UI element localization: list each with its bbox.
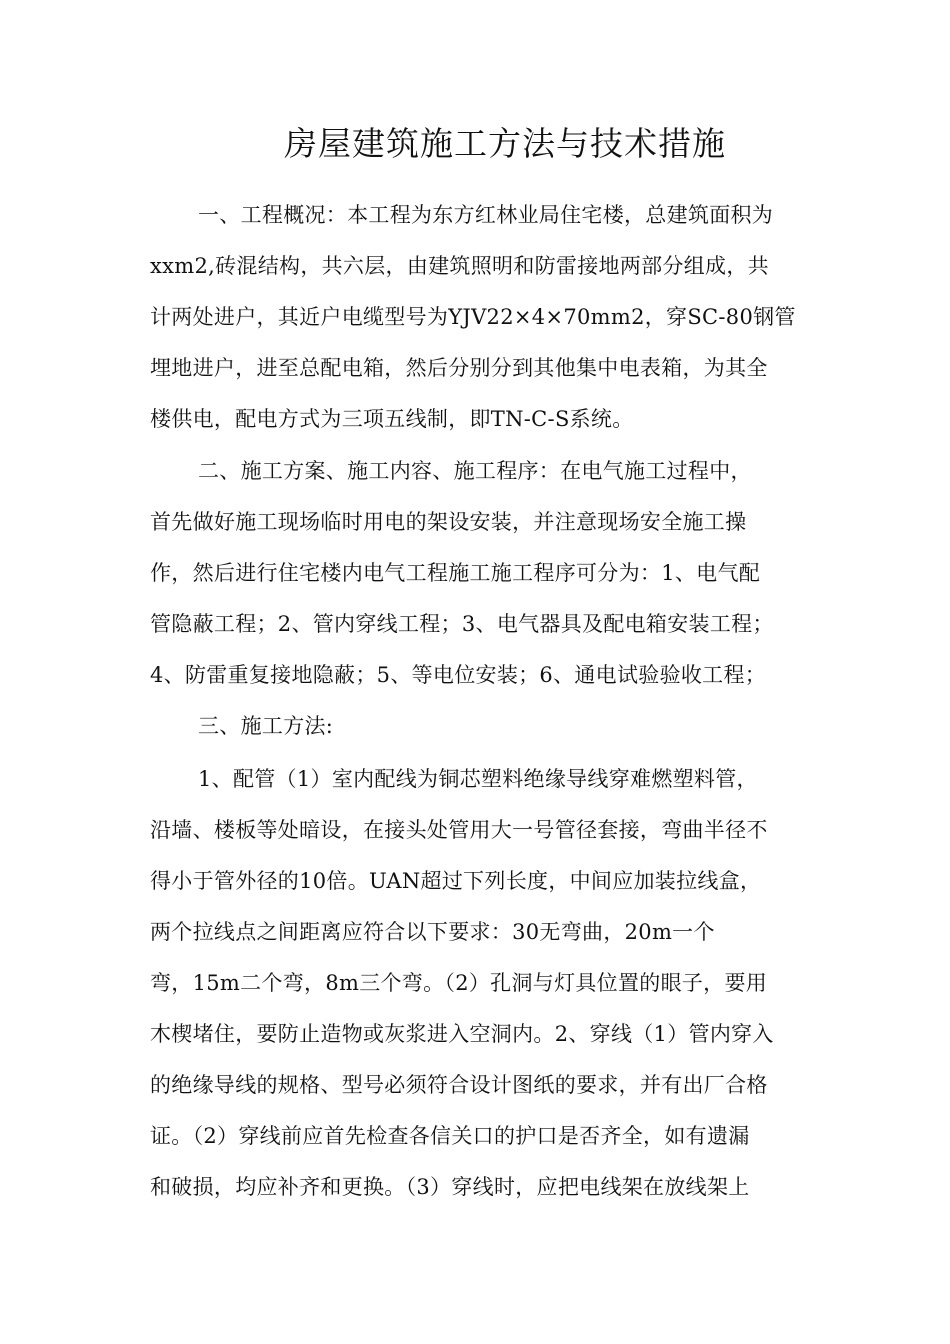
body-line: 4、防雷重复接地隐蔽；5、等电位安装；6、通电试验验收工程； <box>150 663 767 687</box>
body-line: 一、工程概况：本工程为东方红林业局住宅楼，总建筑面积为 <box>198 203 774 227</box>
body-line: 计两处进户，其近户电缆型号为YJV22×4×70mm2，穿SC-80钢管 <box>150 305 796 329</box>
body-line: 木楔堵住，要防止造物或灰浆进入空洞内。2、穿线（1）管内穿入 <box>150 1022 774 1046</box>
section-heading: 三、施工方法: <box>198 714 334 738</box>
body-line: 证。（2）穿线前应首先检查各信关口的护口是否齐全，如有遗漏 <box>150 1124 750 1148</box>
body-line: 得小于管外径的10倍。UAN超过下列长度，中间应加装拉线盒， <box>150 869 762 893</box>
body-line: 弯，15m二个弯，8m三个弯。（2）孔洞与灯具位置的眼子，要用 <box>150 971 768 995</box>
body-line: 1、配管（1）室内配线为铜芯塑料绝缘导线穿难燃塑料管， <box>198 767 758 791</box>
body-line: 二、施工方案、施工内容、施工程序：在电气施工过程中， <box>198 459 752 483</box>
body-line: 管隐蔽工程；2、管内穿线工程；3、电气器具及配电箱安装工程； <box>150 612 774 636</box>
body-line: 楼供电，配电方式为三项五线制，即TN-C-S系统。 <box>150 407 634 431</box>
body-line: 埋地进户，进至总配电箱，然后分别分到其他集中电表箱，为其全 <box>150 356 768 380</box>
body-line: xxm2,砖混结构，共六层，由建筑照明和防雷接地两部分组成，共 <box>150 254 769 278</box>
body-line: 沿墙、楼板等处暗设，在接头处管用大一号管径套接，弯曲半径不 <box>150 818 768 842</box>
document-title: 房屋建筑施工方法与技术措施 <box>284 124 726 163</box>
body-line: 和破损，均应补齐和更换。（3）穿线时，应把电线架在放线架上 <box>150 1175 750 1199</box>
body-line: 首先做好施工现场临时用电的架设安装，并注意现场安全施工操 <box>150 510 747 534</box>
body-line: 的绝缘导线的规格、型号必须符合设计图纸的要求，并有出厂合格 <box>150 1073 768 1097</box>
body-line: 两个拉线点之间距离应符合以下要求：30无弯曲，20m一个 <box>150 920 715 944</box>
body-line: 作，然后进行住宅楼内电气工程施工施工程序可分为：1、电气配 <box>150 561 761 585</box>
